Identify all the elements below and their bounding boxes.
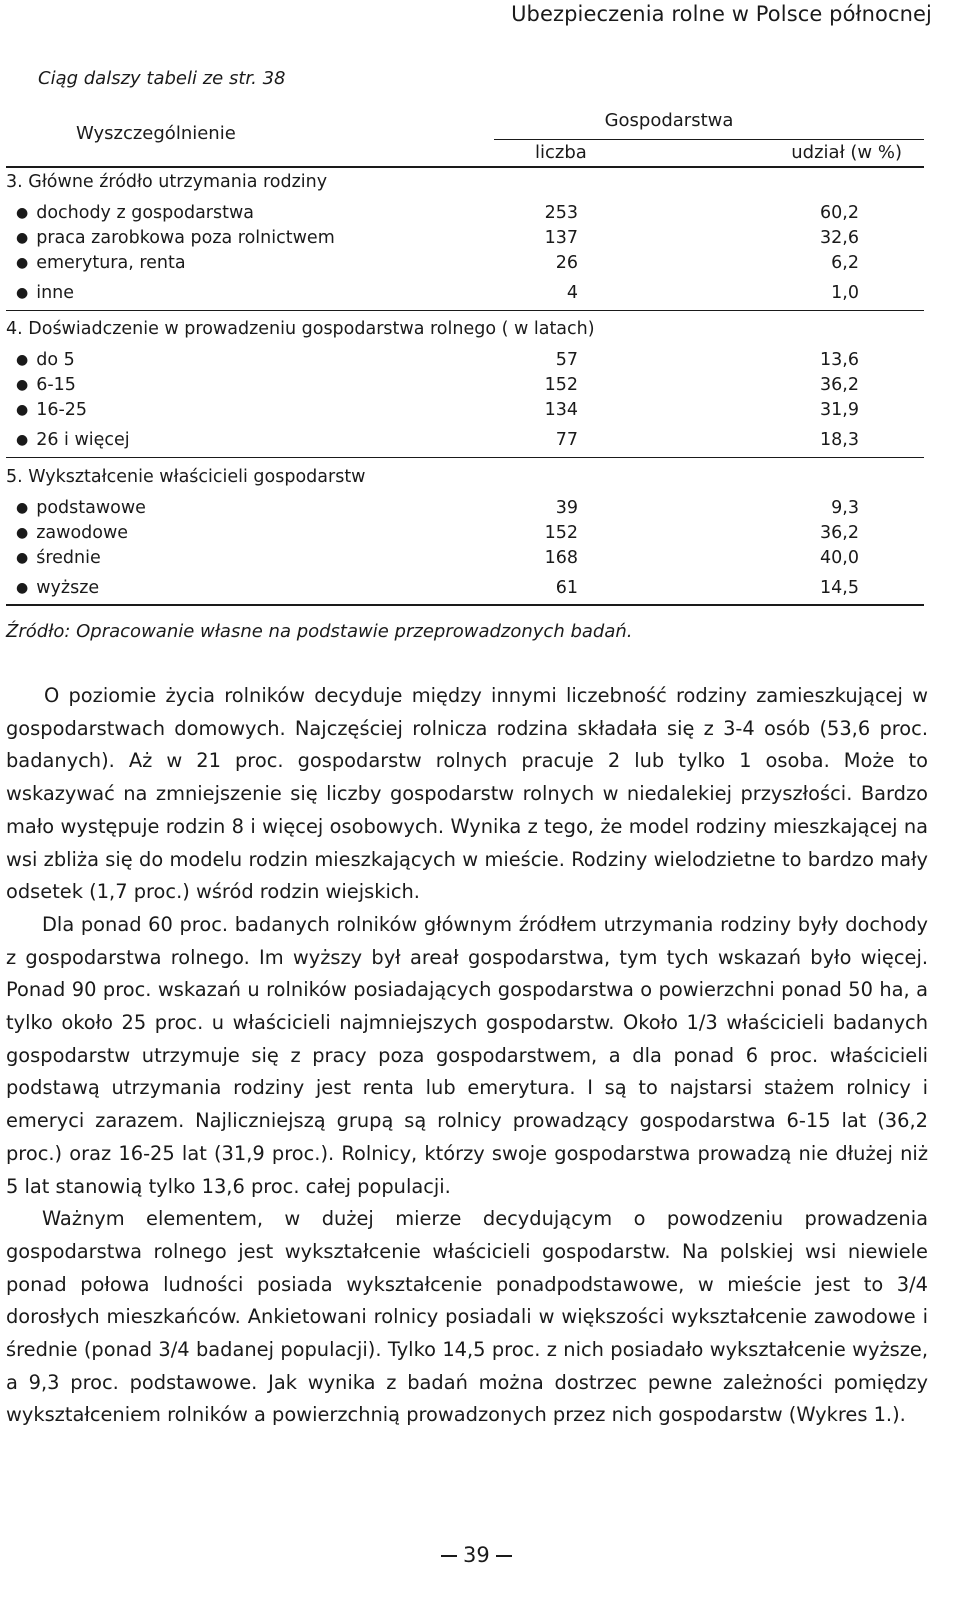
row-label: wyższe (36, 578, 100, 598)
row-label: podstawowe (36, 498, 146, 518)
row-share: 13,6 (820, 350, 859, 370)
section-title-text: 4. Doświadczenie w prowadzeniu gospodarstwa rolnego ( w latach) (6, 319, 595, 339)
table-row (6, 400, 924, 422)
paragraph: Ważnym elementem, w dużej mierze decydującym o powodzeniu prowadzenia gospodarstwa rolnego jest wykształcenie właścicieli gospodarstw. Na polskiej wsi niewiele ponad połowa ludności posiada wykształcenie ponadpodstawowe, w mieście jest to 3/4 dorosłych mieszkańców. Ankietowani rolnicy posiadali w większości wykształcenie zawodowe i średnie (ponad 3/4 badanej populacji). Tylko 14,5 proc. z nich posiadało wykształcenie wyższe, a 9,3 proc. podstawowe. Jak wynika z badań można dostrzec pewne zależności pomiędzy wykształceniem rolników a powierzchnią prowadzonych przez nich gospodarstw (Wykres 1.). (6, 1207, 928, 1427)
bullet-icon: ● (16, 255, 29, 271)
row-label: 26 i więcej (36, 430, 130, 450)
dash-left (441, 1555, 457, 1557)
page-number: 39 (463, 1543, 490, 1567)
paragraph: O poziomie życia rolników decyduje między innymi liczebność rodziny zamieszkującej w gospodarstwach domowych. Najczęściej rolnicza rodzina składała się z 3-4 osób (53,6 proc. badanych). Aż w 21 proc. gospodarstw rolnych pracuje 2 lub tylko 1 osoba. Może to wskazywać na zmniejszenie się liczby gospodarstw rolnych w niedalekiej przyszłości. Bardzo mało występuje rodzin 8 i więcej osobowych. Wynika z tego, że model rodziny mieszkającej na wsi zbliża się do modelu rodzin mieszkających w mieście. Rodziny wielodzietne to bardzo mały odsetek (1,7 proc.) wśród rodzin wiejskich. (6, 684, 928, 904)
row-share: 31,9 (820, 400, 859, 420)
dash-right (496, 1555, 512, 1557)
row-share: 6,2 (831, 253, 859, 273)
bullet-icon: ● (16, 230, 29, 246)
bullet-icon: ● (16, 352, 29, 368)
bullet-icon: ● (16, 377, 29, 393)
row-label: inne (36, 283, 75, 303)
bullet-icon: ● (16, 500, 29, 516)
bullet-icon: ● (16, 580, 29, 596)
table-continuation-note: Ciąg dalszy tabeli ze str. 38 (38, 68, 286, 89)
row-share: 40,0 (820, 548, 859, 568)
row-share: 60,2 (820, 203, 859, 223)
table-row (6, 430, 924, 452)
bullet-icon: ● (16, 402, 29, 418)
table-row (6, 548, 924, 570)
source-note: Źródło: Opracowanie własne na podstawie przeprowadzonych badań. (6, 621, 633, 642)
body-text (6, 680, 928, 1432)
row-share: 32,6 (820, 228, 859, 248)
bullet-icon: ● (16, 205, 29, 221)
row-count: 152 (544, 375, 578, 395)
row-label: średnie (36, 548, 101, 568)
bullet-icon: ● (16, 550, 29, 566)
bullet-icon: ● (16, 432, 29, 448)
table-header-group: Gospodarstwa (494, 110, 924, 140)
running-header: Ubezpieczenia rolne w Polsce północnej (511, 2, 932, 26)
row-count: 4 (566, 283, 578, 303)
table-header-share: udział (w %) (791, 142, 902, 163)
row-count: 39 (555, 498, 578, 518)
row-label: 6-15 (36, 375, 76, 395)
row-count: 57 (555, 350, 578, 370)
row-label: 16-25 (36, 400, 88, 420)
table-row (6, 578, 924, 600)
table-header-description: Wyszczególnienie (76, 123, 236, 144)
table-row (6, 253, 924, 275)
section-title (6, 467, 924, 489)
row-count: 168 (544, 548, 578, 568)
page-footer (435, 1543, 518, 1567)
paragraph: Dla ponad 60 proc. badanych rolników głównym źródłem utrzymania rodziny były dochody z gospodarstwa rolnego. Im wyższy był areał gospodarstwa, tym tych wskazań było więcej. Ponad 90 proc. wskazań u rolników posiadających gospodarstwa o powierzchni ponad 50 ha, a tylko około 25 proc. u właścicieli najmniejszych gospodarstw. Około 1/3 właścicieli badanych gospodarstw utrzymuje się z pracy poza gospodarstwem, a dla ponad 6 proc. właścicieli podstawą utrzymania rodziny jest renta lub emerytura. I są to najstarsi stażem rolnicy i emeryci zarazem. Najliczniejszą grupą są rolnicy prowadzący gospodarstwa 6-15 lat (36,2 proc.) oraz 16-25 lat (31,9 proc.). Rolnicy, którzy swoje gospodarstwa prowadzą nie dłużej niż 5 lat stanowią tylko 13,6 proc. całej populacji. (6, 912, 928, 1198)
row-share: 36,2 (820, 375, 859, 395)
section-divider (6, 457, 924, 458)
row-count: 77 (555, 430, 578, 450)
row-count: 26 (555, 253, 578, 273)
bullet-icon: ● (16, 525, 29, 541)
row-label: emerytura, renta (36, 253, 186, 273)
row-count: 253 (544, 203, 578, 223)
row-count: 61 (555, 578, 578, 598)
table-row (6, 498, 924, 520)
table-bottom-rule (6, 604, 924, 606)
row-share: 18,3 (820, 430, 859, 450)
section-title-text: 5. Wykształcenie właścicieli gospodarstw (6, 467, 366, 487)
bullet-icon: ● (16, 285, 29, 301)
row-count: 134 (544, 400, 578, 420)
section-title (6, 172, 924, 194)
table-header-rule (6, 166, 924, 168)
row-label: praca zarobkowa poza rolnictwem (36, 228, 335, 248)
row-label: do 5 (36, 350, 75, 370)
table-row (6, 375, 924, 397)
table-row (6, 228, 924, 250)
section-title (6, 319, 924, 341)
table-row (6, 350, 924, 372)
section-divider (6, 310, 924, 311)
table-row (6, 283, 924, 305)
row-count: 137 (544, 228, 578, 248)
row-share: 9,3 (831, 498, 859, 518)
table-row (6, 523, 924, 545)
row-share: 14,5 (820, 578, 859, 598)
table-header-count: liczba (535, 142, 587, 163)
row-share: 36,2 (820, 523, 859, 543)
row-count: 152 (544, 523, 578, 543)
row-label: dochody z gospodarstwa (36, 203, 255, 223)
section-title-text: 3. Główne źródło utrzymania rodziny (6, 172, 328, 192)
row-share: 1,0 (831, 283, 859, 303)
table-row (6, 203, 924, 225)
row-label: zawodowe (36, 523, 129, 543)
